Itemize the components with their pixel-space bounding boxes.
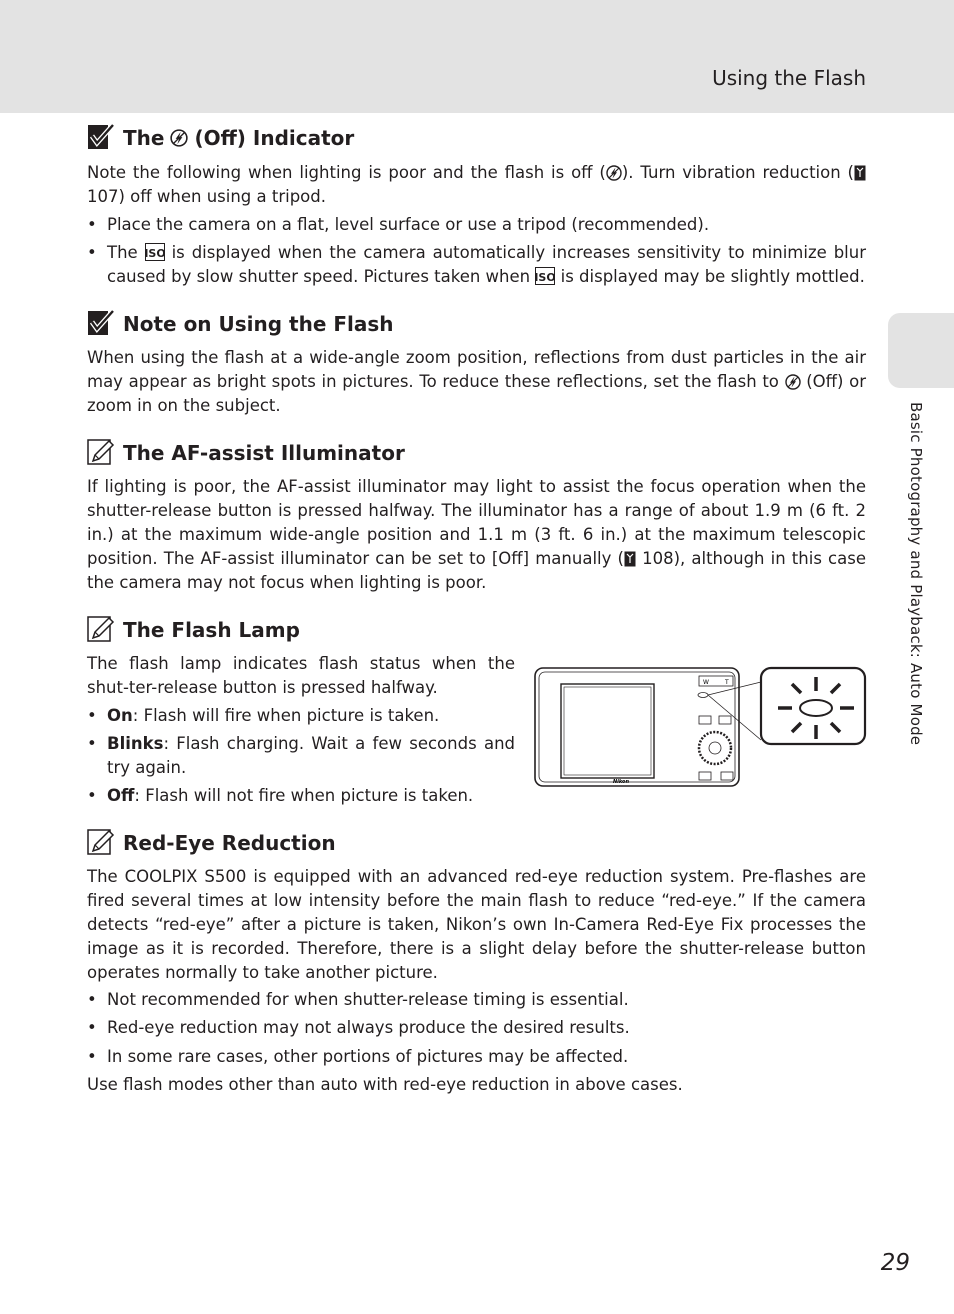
bullet-item: • The is displayed when the camera automatically increases sensitivity to minimize blur caused by slow shutter speed. Pictures taken when is displayed may be slightly mottled. [87,241,866,289]
bullet-item: • Place the camera on a flat, level surface or use a tripod (recommended). [87,213,866,237]
paragraph: Note the following when lighting is poor and the flash is off ( ). Turn vibration reduction ( 107) off when using a tripod. [87,161,866,209]
page-number: 29 [880,1250,910,1276]
paragraph: When using the flash at a wide-angle zoom position, reflections from dust particles in the air may appear as bright spots in pictures. To reduce these reflections, set the flash to (Off) or zoom in on the subject. [87,348,866,415]
page-reference-icon [854,165,866,181]
bullet-item: • In some rare cases, other portions of pictures may be affected. [87,1045,866,1069]
chapter-label: Basic Photography and Playback: Auto Mode [907,402,925,746]
svg-text:W: W [703,679,709,686]
section-title-red-eye: Red-Eye Reduction [87,829,336,857]
flash-off-icon [170,129,188,147]
paragraph: The flash lamp indicates flash status when the shut-ter-release button is pressed halfway. [87,654,515,697]
flash-off-icon [785,374,801,390]
chapter-tab [888,313,954,388]
page-reference-icon [624,551,636,567]
bullet-item: • Red-eye reduction may not always produce the desired results. [87,1016,866,1040]
header-title: Using the Flash [712,66,866,90]
note-pencil-icon [87,829,117,857]
bullet-item: • Blinks: Flash charging. Wait a few seconds and try again. [87,732,515,780]
paragraph: Use flash modes other than auto with red-eye reduction in above cases. [87,1075,683,1094]
camera-back-illustration [533,664,868,790]
title-text: The [123,126,165,150]
caution-check-icon [87,310,117,338]
iso-icon [535,267,555,285]
paragraph: The COOLPIX S500 is equipped with an advanced red-eye reduction system. Pre-flashes are fired several times at low intensity before the main flash to reduce “red-eye.” If the camera detects “red-eye” after a picture is taken, Nikon’s own In-Camera Red-Eye Fix processes the image as it is recorded. Therefore, there is a slight delay before the shutter-release button operates normally to take another picture. [87,867,866,982]
bullet-item: • Off: Flash will not fire when picture is taken. [87,784,515,808]
section-title-note-flash: Note on Using the Flash [87,310,394,338]
paragraph: If lighting is poor, the AF-assist illuminator may light to assist the focus operation when the shutter-release button is pressed halfway. The illuminator has a range of about 1.9 m (6 ft. 2 in.) at the maximum wide-angle position and 1.1 m (3 ft. 6 in.) at the maximum telescopic position. The AF-assist illuminator can be set to [Off] manually ( 108), although in this case the camera may not focus when lighting is poor. [87,477,866,592]
camera-brand-label: Nikon [613,779,630,785]
flash-lamp-zoom-callout [761,668,865,744]
section-title-flash-lamp: The Flash Lamp [87,616,300,644]
bullet-item: • Not recommended for when shutter-release timing is essential. [87,988,866,1012]
flash-off-icon [606,165,622,181]
caution-check-icon [87,124,117,152]
bullet-item: • On: Flash will fire when picture is taken. [87,704,515,728]
note-pencil-icon [87,439,117,467]
iso-icon [145,243,165,261]
section-title-off-indicator [87,124,354,152]
note-pencil-icon [87,616,117,644]
section-title-af-assist: The AF-assist Illuminator [87,439,405,467]
title-text: (Off) Indicator [194,126,355,150]
svg-text:T: T [725,679,729,686]
page-header [0,0,954,113]
